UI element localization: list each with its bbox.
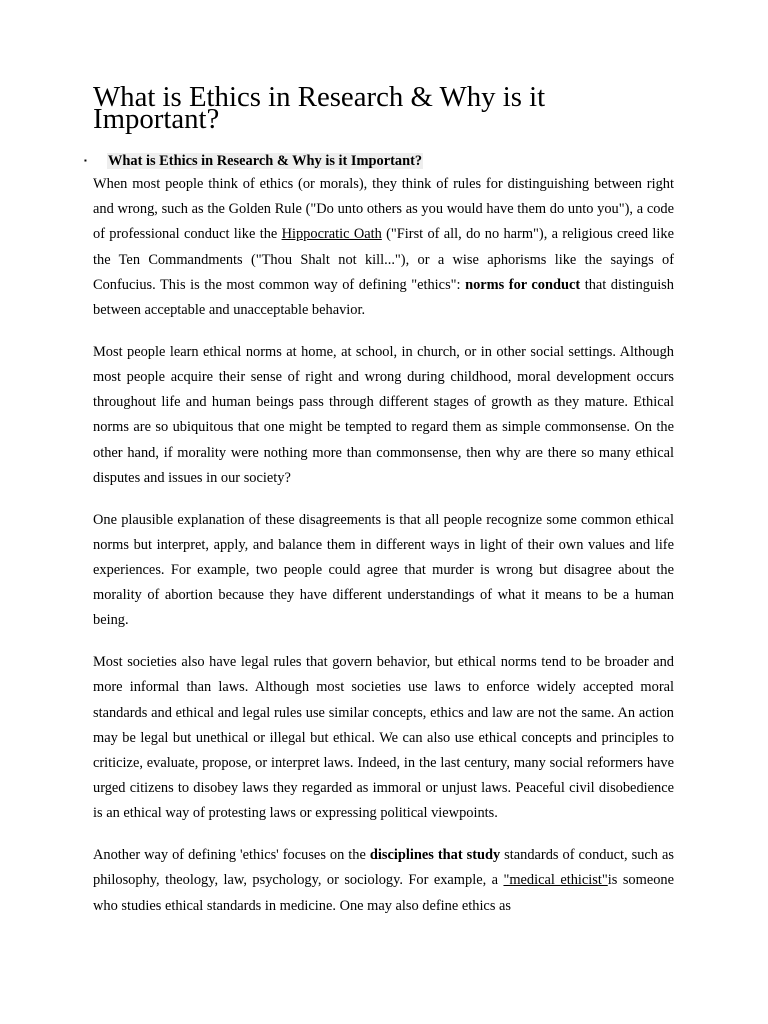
paragraph-5-text-a: Another way of defining 'ethics' focuses on the bbox=[93, 847, 370, 864]
norms-for-conduct-bold: norms for conduct bbox=[465, 276, 581, 293]
medical-ethicist-link[interactable]: "medical ethicist" bbox=[503, 872, 608, 889]
paragraph-1-text-c: that distinguish between acceptable and unacceptable behavior. bbox=[93, 276, 674, 319]
paragraph-1-text-b: ("First of all, do no harm"), a religious creed like the Ten Commandments ("Thou Shalt not kill..."), or a wise aphorisms like the sayings of Confucius. This is the most common way of defining "ethics": bbox=[93, 226, 675, 293]
paragraph-1 bbox=[93, 172, 674, 323]
paragraph-5-text-b: standards of conduct, such as philosophy, theology, law, psychology, or sociology. For example, a bbox=[93, 847, 674, 889]
disciplines-that-study-bold: disciplines that study bbox=[369, 847, 501, 864]
section-heading-text: What is Ethics in Research & Why is it Important? bbox=[108, 153, 423, 169]
section-heading bbox=[84, 150, 674, 172]
paragraph-5-text-c: is someone who studies ethical standards in medicine. One may also define ethics as bbox=[93, 872, 674, 914]
square-bullet-icon: ▪ bbox=[84, 156, 87, 165]
hippocratic-oath-link[interactable]: Hippocratic Oath bbox=[281, 226, 382, 243]
paragraph-3: One plausible explanation of these disagreements is that all people recognize some common ethical norms but interpret, apply, and balance them in different ways in light of their own values and life experiences. For example, two people could agree that murder is wrong but disagree about the morality of abortion because they have different understandings of what it means to be a human being. bbox=[93, 511, 674, 629]
paragraph-1-text-a: When most people think of ethics (or morals), they think of rules for distinguishing between right and wrong, such as the Golden Rule ("Do unto others as you would have them do unto you"), a code of professional conduct like the bbox=[93, 176, 674, 243]
document-title: What is Ethics in Research & Why is it Important? bbox=[93, 81, 546, 135]
paragraph-4: Most societies also have legal rules that govern behavior, but ethical norms tend to be broader and more informal than laws. Although most societies use laws to enforce widely accepted moral standards and ethical and legal rules use similar concepts, ethics and law are not the same. An action may be legal but unethical or illegal but ethical. We can also use ethical concepts and principles to criticize, evaluate, propose, or interpret laws. Indeed, in the last century, many social reformers have urged citizens to disobey laws they regarded as immoral or unjust laws. Peaceful civil disobedience is an ethical way of protesting laws or expressing political viewpoints. bbox=[93, 654, 674, 822]
paragraph-5 bbox=[93, 843, 674, 919]
paragraph-2: Most people learn ethical norms at home, at school, in church, or in other social settings. Although most people acquire their sense of right and wrong during childhood, moral development occurs throughout life and human beings pass through different stages of growth as they mature. Ethical norms are so ubiquitous that one might be tempted to regard them as simple commonsense. On the other hand, if morality were nothing more than commonsense, then why are there so many ethical disputes and issues in our society? bbox=[93, 343, 674, 486]
document-page bbox=[84, 81, 675, 919]
